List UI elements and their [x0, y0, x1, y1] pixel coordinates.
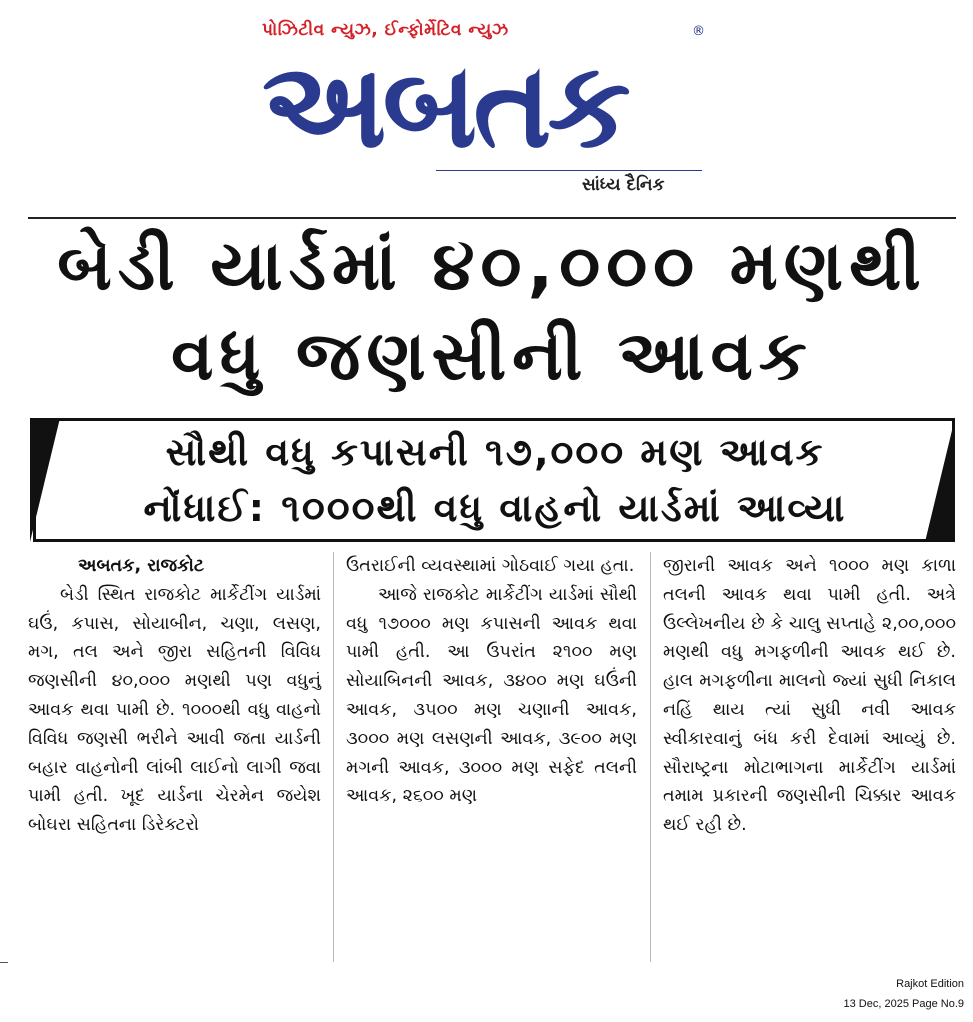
column-divider-2: [650, 552, 651, 962]
article-column-2: [346, 552, 637, 811]
logo-underline: [436, 170, 702, 171]
masthead-tagline: પોઝિટીવ ન્યુઝ, ઈન્ફોર્મેટિવ ન્યુઝ: [262, 20, 509, 40]
date-page-label: 13 Dec, 2025 Page No.9: [843, 998, 964, 1010]
masthead: [0, 0, 973, 215]
sub-headline: [64, 424, 926, 536]
article-paragraph-2-continued: ઉતરાઈની વ્યવસ્થામાં ગોઠવાઈ ગયા હતા.: [346, 556, 635, 576]
article-paragraph-1: બેડી સ્થિત રાજકોટ માર્કેટીંગ યાર્ડમાં ઘઉં, કપાસ, સોયાબીન, ચણા, લસણ, મગ, તલ અને જીરા સહિતની વિવિધ જણસીની ૪૦,૦૦૦ મણથી પણ વધુનું આવક થવા પામી છે. ૧૦૦૦થી વધુ વાહનો વિવિધ જણસી ભરીને આવી જતા યાર્ડની બહાર વાહનોની લાંબી લાઈનો લાગી જવા પામી હતી. ખૂદ યાર્ડના ચેરમેન જયેશ બોઘરા સહિતના ડિરેક્ટરો: [28, 584, 321, 836]
newspaper-logo: અબતક: [262, 40, 627, 170]
article-column-1: [28, 552, 321, 840]
headline-top-rule: [28, 217, 956, 219]
article-column-3: [663, 552, 956, 840]
headline-line-1: બેડી યાર્ડમાં ૪૦,૦૦૦ મણથી: [57, 227, 927, 306]
article-paragraph-3-continued: જીરાની આવક અને ૧૦૦૦ મણ કાળા તલની આવક થવા પામી હતી. અત્રે ઉલ્લેખનીય છે કે ચાલુ સપ્તાહે ૨,૦૦,૦૦૦ મણથી વધુ મગફળીની આવક થઈ છે. હાલ મગફળીના માલનો જ્યાં સુધી નિકાલ નહિં થાય ત્યાં સુધી નવી આવક સ્વીકારવાનું બંધ કરી દેવામાં આવ્યું છે. સૌરાષ્ટ્રના મોટાભાગના માર્કેટીંગ યાર્ડમાં તમામ પ્રકારની જણસીની ચિક્કાર આવક થઈ રહી છે.: [663, 556, 956, 836]
main-headline: [28, 222, 956, 402]
article-paragraph-3: આજે રાજકોટ માર્કેટીંગ યાર્ડમાં સૌથી વધુ ૧૭૦૦૦ મણ કપાસની આવક થવા પામી હતી. આ ઉપરાંત ૨૧૦૦ મણ સોયાબિનની આવક, ૩૪૦૦ મણ ઘઉંની આવક, ૩૫૦૦ મણ ચણાની આવક, ૩૦૦૦ મણ લસણની આવક, ૩૯૦૦ મણ મગની આવક, ૩૦૦૦ મણ સફેદ તલની આવક, ૨૬૦૦ મણ: [346, 584, 637, 807]
deck-line-2: નોંધાઈ: ૧૦૦૦થી વધુ વાહનો યાર્ડમાં આવ્યા: [143, 486, 847, 530]
edition-label: Rajkot Edition: [896, 978, 964, 990]
crop-mark: [0, 962, 8, 963]
deck-line-1: સૌથી વધુ કપાસની ૧૭,૦૦૦ મણ આવક: [165, 430, 825, 474]
dateline: અબતક, રાજકોટ: [78, 556, 205, 576]
column-divider-1: [333, 552, 334, 962]
registered-mark: ®: [692, 24, 705, 39]
masthead-subtitle: સાંધ્ય દૈનિક: [582, 175, 665, 195]
headline-line-2: વધુ જણસીની આવક: [171, 317, 813, 396]
